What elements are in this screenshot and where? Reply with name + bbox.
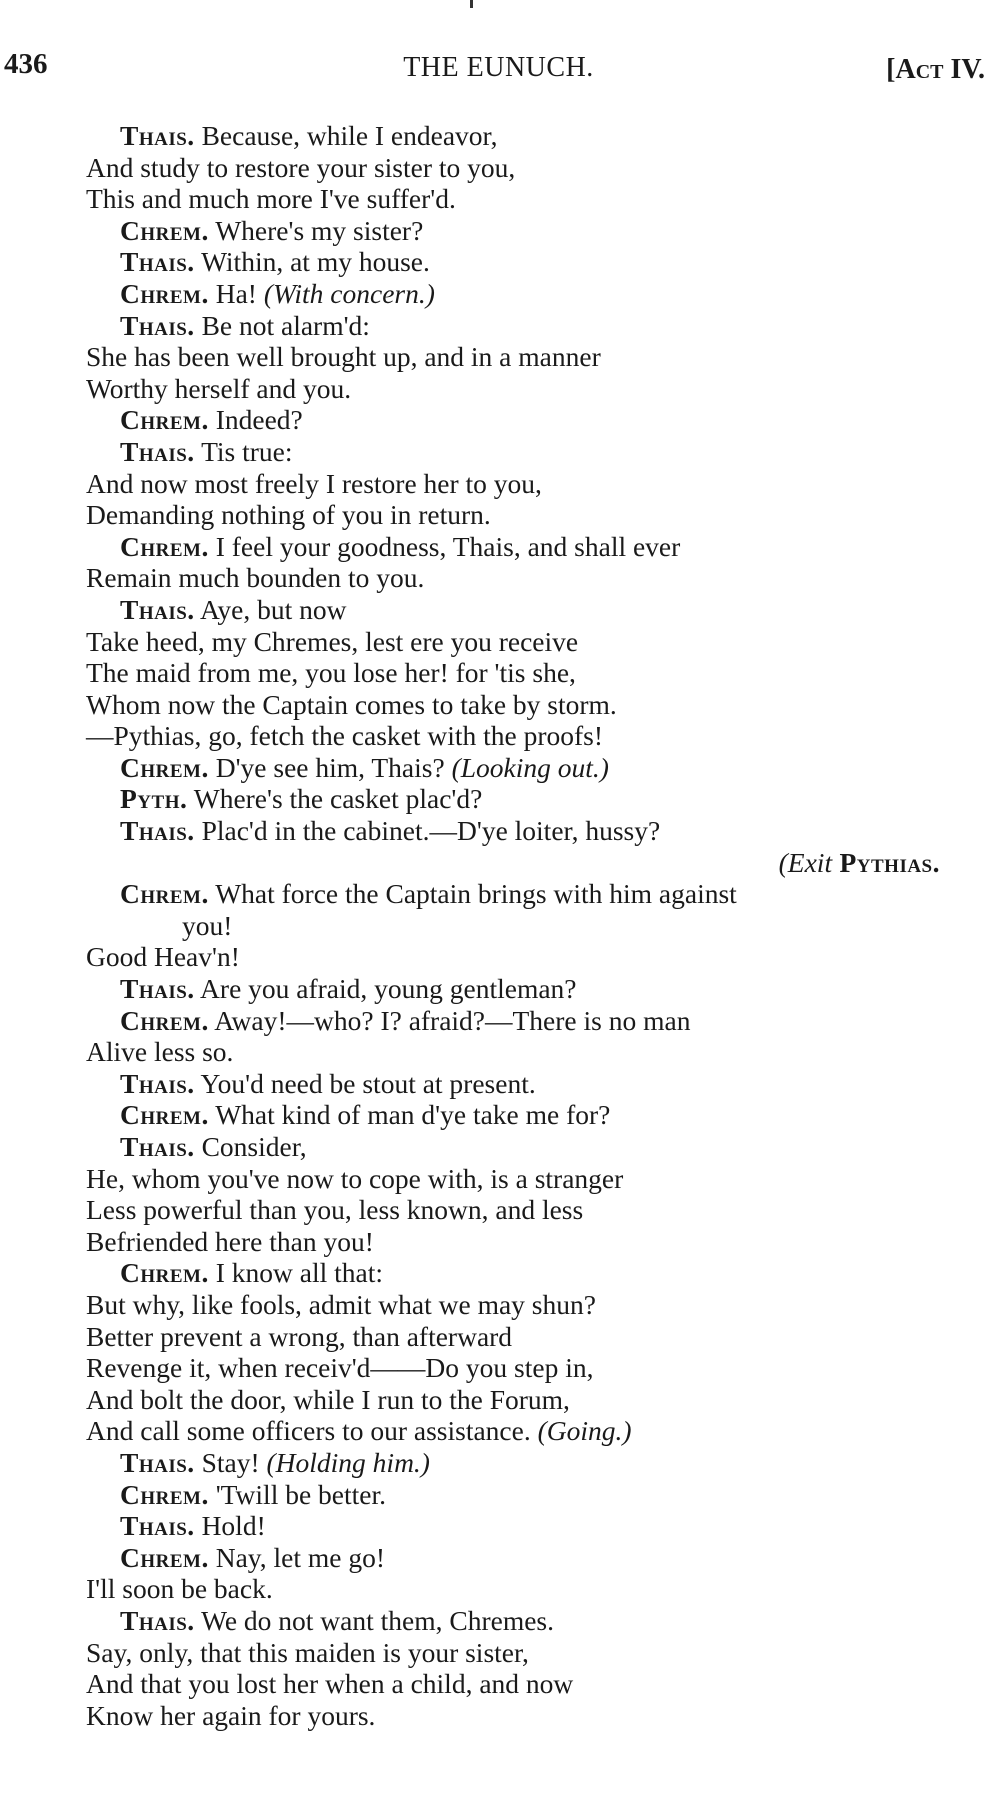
- speaker-name: Thais.: [120, 815, 195, 847]
- verse-text: And that you lost her when a child, and now: [86, 1668, 574, 1700]
- text-line: [86, 1005, 976, 1037]
- play-text: [86, 120, 976, 1731]
- speech-text: What kind of man d'ye take me for?: [208, 1099, 611, 1131]
- speaker-name: Chrem.: [120, 1541, 209, 1573]
- verse-text: She has been well brought up, and in a manner: [86, 341, 601, 373]
- act-label: [Act IV.: [886, 54, 985, 85]
- text-line: [86, 278, 976, 310]
- speaker-name: Chrem.: [120, 404, 209, 436]
- text-line: [86, 1226, 976, 1258]
- speech-text: Are you afraid, young gentleman?: [194, 973, 577, 1005]
- stage-direction: (Looking out.): [451, 751, 609, 783]
- speaker-name: Thais.: [120, 593, 195, 625]
- text-line: [86, 1321, 976, 1353]
- text-line: [86, 1668, 976, 1700]
- speaker-name: Chrem.: [120, 530, 209, 562]
- text-line: [86, 657, 976, 689]
- text-line: [86, 752, 976, 784]
- speaker-name: Thais.: [120, 309, 195, 341]
- speech-text: Nay, let me go!: [208, 1541, 385, 1573]
- speech-text: Within, at my house.: [194, 246, 430, 278]
- running-title: THE EUNUCH.: [403, 52, 594, 83]
- verse-text: The maid from me, you lose her! for 'tis she,: [86, 657, 576, 689]
- text-line: [86, 1447, 976, 1479]
- text-line: [86, 689, 976, 721]
- speaker-name: Pyth.: [120, 783, 188, 815]
- text-line: [86, 594, 976, 626]
- speech-text: Away!—who? I? afraid?—There is no man: [208, 1004, 691, 1036]
- text-line: [86, 1605, 976, 1637]
- text-line: [86, 910, 976, 942]
- verse-text: Say, only, that this maiden is your sister,: [86, 1636, 529, 1668]
- speaker-name: Chrem.: [120, 1478, 209, 1510]
- text-line: [86, 1068, 976, 1100]
- text-line: [86, 941, 976, 973]
- verse-text: Alive less so.: [86, 1036, 234, 1068]
- text-line: [86, 183, 976, 215]
- speaker-name: Thais.: [120, 120, 195, 151]
- text-line: [86, 1289, 976, 1321]
- text-line: [86, 1479, 976, 1511]
- printer-mark: [470, 0, 473, 8]
- text-line: [86, 562, 976, 594]
- speech-text: 'Twill be better.: [208, 1478, 386, 1510]
- verse-text: And bolt the door, while I run to the Forum,: [86, 1383, 570, 1415]
- speaker-name: Thais.: [120, 1067, 195, 1099]
- verse-text: I'll soon be back.: [86, 1573, 273, 1605]
- text-line: [86, 878, 976, 910]
- text-line: [86, 720, 976, 752]
- verse-text: Less powerful than you, less known, and less: [86, 1194, 584, 1226]
- text-line: [86, 1637, 976, 1669]
- speech-text: Where's the casket plac'd?: [187, 783, 483, 815]
- running-header: [0, 48, 997, 88]
- speaker-name: Thais.: [120, 973, 195, 1005]
- verse-text: Know her again for yours.: [86, 1699, 376, 1731]
- text-line: [86, 404, 976, 436]
- speech-text: D'ye see him, Thais?: [208, 751, 452, 783]
- speech-text: Aye, but now: [194, 593, 347, 625]
- text-line: [86, 215, 976, 247]
- text-line: [86, 1194, 976, 1226]
- speech-text: You'd need be stout at present.: [194, 1067, 536, 1099]
- verse-text: But why, like fools, admit what we may shun?: [86, 1288, 596, 1320]
- text-line: [86, 436, 976, 468]
- speaker-name: Chrem.: [120, 1099, 209, 1131]
- speech-text: Plac'd in the cabinet.—D'ye loiter, hussy?: [194, 815, 661, 847]
- text-line: [86, 1036, 976, 1068]
- stage-direction: (Going.): [537, 1415, 632, 1447]
- verse-text: Befriended here than you!: [86, 1225, 374, 1257]
- speaker-name: Thais.: [120, 1131, 195, 1162]
- text-line: [86, 531, 976, 563]
- speech-text: Where's my sister?: [208, 214, 424, 246]
- text-line: [86, 499, 976, 531]
- speaker-name: Thais.: [120, 1604, 195, 1636]
- speech-text: Stay!: [194, 1446, 267, 1478]
- verse-text: This and much more I've suffer'd.: [86, 183, 456, 215]
- speaker-name: Chrem.: [120, 751, 209, 783]
- verse-text: And study to restore your sister to you,: [86, 151, 516, 183]
- text-line: [86, 246, 976, 278]
- speaker-name: Chrem.: [120, 878, 209, 910]
- text-line: [86, 783, 976, 815]
- text-line: [86, 626, 976, 658]
- speech-text: Consider,: [194, 1131, 307, 1162]
- stage-direction: (Exit: [778, 846, 833, 878]
- speech-text: I feel your goodness, Thais, and shall ever: [208, 530, 681, 562]
- verse-text: And call some officers to our assistance.: [86, 1415, 538, 1447]
- text-line: [86, 1700, 976, 1732]
- text-line: [86, 847, 976, 879]
- text-line: [86, 373, 976, 405]
- text-line: [86, 1415, 976, 1447]
- verse-text: Whom now the Captain comes to take by storm.: [86, 688, 617, 720]
- verse-text: He, whom you've now to cope with, is a stranger: [86, 1162, 624, 1194]
- stage-direction: (With concern.): [263, 277, 435, 309]
- verse-text: Revenge it, when receiv'd——Do you step in,: [86, 1352, 594, 1384]
- text-line: [86, 1510, 976, 1542]
- speaker-name: Thais.: [120, 435, 195, 467]
- verse-text: Good Heav'n!: [86, 941, 240, 973]
- speech-text: We do not want them, Chremes.: [194, 1604, 554, 1636]
- speaker-name: Chrem.: [120, 277, 209, 309]
- speech-text: Be not alarm'd:: [194, 309, 370, 341]
- speech-text: I know all that:: [208, 1257, 383, 1289]
- speech-text: Ha!: [208, 277, 264, 309]
- speech-text: Indeed?: [208, 404, 303, 436]
- text-line: [86, 973, 976, 1005]
- speaker-name: Chrem.: [120, 214, 209, 246]
- speaker-name: Chrem.: [120, 1257, 209, 1289]
- text-line: [86, 152, 976, 184]
- stage-direction: (Holding him.): [266, 1446, 430, 1478]
- verse-text: And now most freely I restore her to you,: [86, 467, 542, 499]
- speech-text: What force the Captain brings with him against: [208, 878, 737, 910]
- verse-text: Remain much bounden to you.: [86, 562, 425, 594]
- speech-text: Tis true:: [194, 435, 293, 467]
- text-line: [86, 1573, 976, 1605]
- text-line: [86, 1131, 976, 1163]
- speaker-name: Chrem.: [120, 1004, 209, 1036]
- speaker-name: Pythias.: [832, 846, 940, 878]
- verse-text: you!: [182, 909, 233, 941]
- text-line: [86, 1099, 976, 1131]
- text-line: [86, 1163, 976, 1195]
- text-line: [86, 815, 976, 847]
- text-line: [86, 341, 976, 373]
- speech-text: Hold!: [194, 1510, 266, 1542]
- verse-text: Better prevent a wrong, than afterward: [86, 1320, 513, 1352]
- text-line: [86, 120, 976, 152]
- verse-text: Take heed, my Chremes, lest ere you receive: [86, 625, 579, 657]
- verse-text: —Pythias, go, fetch the casket with the proofs!: [86, 720, 604, 752]
- speaker-name: Thais.: [120, 1510, 195, 1542]
- text-line: [86, 310, 976, 342]
- verse-text: Worthy herself and you.: [86, 372, 352, 404]
- text-line: [86, 1352, 976, 1384]
- speaker-name: Thais.: [120, 1446, 195, 1478]
- speaker-name: Thais.: [120, 246, 195, 278]
- text-line: [86, 1384, 976, 1416]
- speech-text: Because, while I endeavor,: [194, 120, 498, 151]
- verse-text: Demanding nothing of you in return.: [86, 499, 491, 531]
- page-number: 436: [4, 48, 48, 80]
- text-line: [86, 468, 976, 500]
- text-line: [86, 1542, 976, 1574]
- text-line: [86, 1257, 976, 1289]
